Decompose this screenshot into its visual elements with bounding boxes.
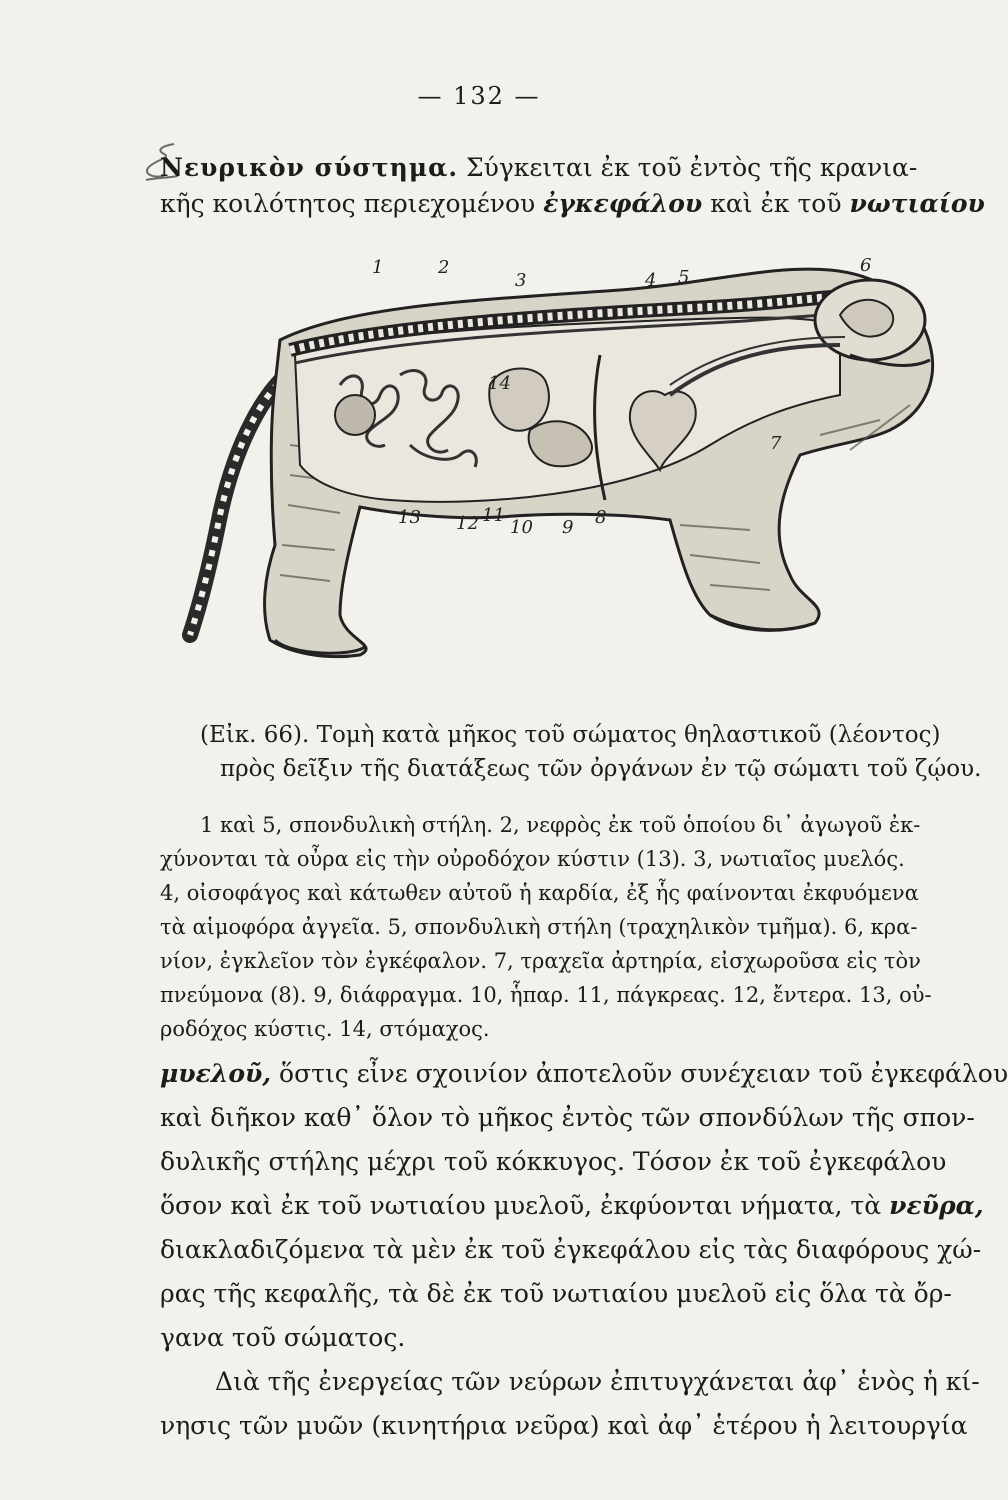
legend-line: ροδόχος κύστις. 14, στόμαχος.	[160, 1017, 490, 1041]
figure-label-1: 1	[372, 257, 384, 278]
body-line-9: νησις τῶν μυῶν (κινητήρια νεῦρα) καὶ ἀφ᾽ ἑτέρου ἡ λειτουργία	[160, 1411, 968, 1440]
figure-caption	[200, 718, 982, 786]
lion-anatomy-figure	[150, 245, 945, 685]
body-line-2: καὶ διῆκον καθ᾽ ὅλον τὸ μῆκος ἐντὸς τῶν σπονδύλων τῆς σπον-	[160, 1103, 975, 1132]
section-title: Νευρικὸν σύστημα.	[160, 153, 459, 182]
figure-label-4: 4	[645, 270, 657, 291]
figure-label-14: 14	[488, 373, 511, 394]
body-line-4: ὅσον καὶ ἐκ τοῦ νωτιαίου μυελοῦ, ἐκφύονται νήματα, τὰ	[160, 1191, 890, 1220]
body-line-5: διακλαδιζόμενα τὰ μὲν ἐκ τοῦ ἐγκεφάλου εἰς τὰς διαφόρους χώ-	[160, 1235, 982, 1264]
figure-label-9: 9	[562, 517, 574, 538]
legend-line: νίον, ἐγκλεῖον τὸν ἐγκέφαλον. 7, τραχεῖα ἀρτηρία, εἰσχωροῦσα εἰς τὸν	[160, 949, 921, 973]
caption-line-1: (Εἰκ. 66). Τομὴ κατὰ μῆκος τοῦ σώματος θηλαστικοῦ (λέοντος)	[200, 722, 941, 748]
legend-line: τὰ αἱμοφόρα ἀγγεῖα. 5, σπονδυλικὴ στήλη (τραχηλικὸν τμῆμα). 6, κρα-	[160, 915, 918, 939]
figure-label-5: 5	[678, 267, 690, 288]
body-paragraph	[160, 1052, 1008, 1448]
intro-line2-mid: καὶ ἐκ τοῦ	[702, 189, 850, 218]
body-line-3: δυλικῆς στήλης μέχρι τοῦ κόκκυγος. Τόσον ἐκ τοῦ ἐγκεφάλου	[160, 1147, 947, 1176]
figure-label-7: 7	[770, 433, 782, 454]
figure-label-6: 6	[860, 255, 872, 276]
term-brain: ἐγκεφάλου	[543, 189, 703, 218]
term-marrow: μυελοῦ,	[160, 1059, 272, 1088]
figure-label-12: 12	[456, 513, 479, 534]
page-number: — 132 —	[417, 82, 541, 110]
figure-label-11: 11	[482, 505, 505, 526]
intro-line2-start: κῆς κοιλότητος περιεχομένου	[160, 189, 544, 218]
term-nerves: νεῦρα,	[889, 1191, 984, 1220]
figure-label-2: 2	[438, 257, 450, 278]
figure-label-3: 3	[515, 270, 527, 291]
figure-label-10: 10	[510, 517, 533, 538]
body-line-1: ὅστις εἶνε σχοινίον ἀποτελοῦν συνέχειαν τοῦ ἐγκεφάλου	[271, 1059, 1008, 1088]
legend-line: χύνονται τὰ οὖρα εἰς τὴν οὐροδόχον κύστιν (13). 3, νωτιαῖος μυελός.	[160, 847, 905, 871]
term-spinal: νωτιαίου	[849, 189, 985, 218]
body-line-8: Διὰ τῆς ἐνεργείας τῶν νεύρων ἐπιτυγχάνεται ἀφ᾽ ἑνὸς ἡ κί-	[215, 1367, 980, 1396]
caption-line-2: πρὸς δεῖξιν τῆς διατάξεως τῶν ὀργάνων ἐν τῷ σώματι τοῦ ζῴου.	[220, 756, 982, 782]
figure-label-8: 8	[595, 507, 607, 528]
legend-line: πνεύμονα (8). 9, διάφραγμα. 10, ἧπαρ. 11, πάγκρεας. 12, ἔντερα. 13, οὐ-	[160, 983, 932, 1007]
legend-line: 1 καὶ 5, σπονδυλικὴ στήλη. 2, νεφρὸς ἐκ τοῦ ὁποίου δι᾽ ἀγωγοῦ ἐκ-	[200, 813, 921, 837]
intro-paragraph	[160, 150, 985, 222]
body-line-7: γανα τοῦ σώματος.	[160, 1323, 406, 1352]
figure-label-13: 13	[398, 507, 421, 528]
figure-legend	[160, 808, 940, 1046]
legend-line: 4, οἰσοφάγος καὶ κάτωθεν αὐτοῦ ἡ καρδία, ἐξ ἧς φαίνονται ἐκφυόμενα	[160, 881, 919, 905]
lion-illustration	[150, 245, 945, 685]
intro-line1: Σύγκειται ἐκ τοῦ ἐντὸς τῆς κρανια-	[458, 153, 918, 182]
body-line-6: ρας τῆς κεφαλῆς, τὰ δὲ ἐκ τοῦ νωτιαίου μυελοῦ εἰς ὅλα τὰ ὄρ-	[160, 1279, 952, 1308]
